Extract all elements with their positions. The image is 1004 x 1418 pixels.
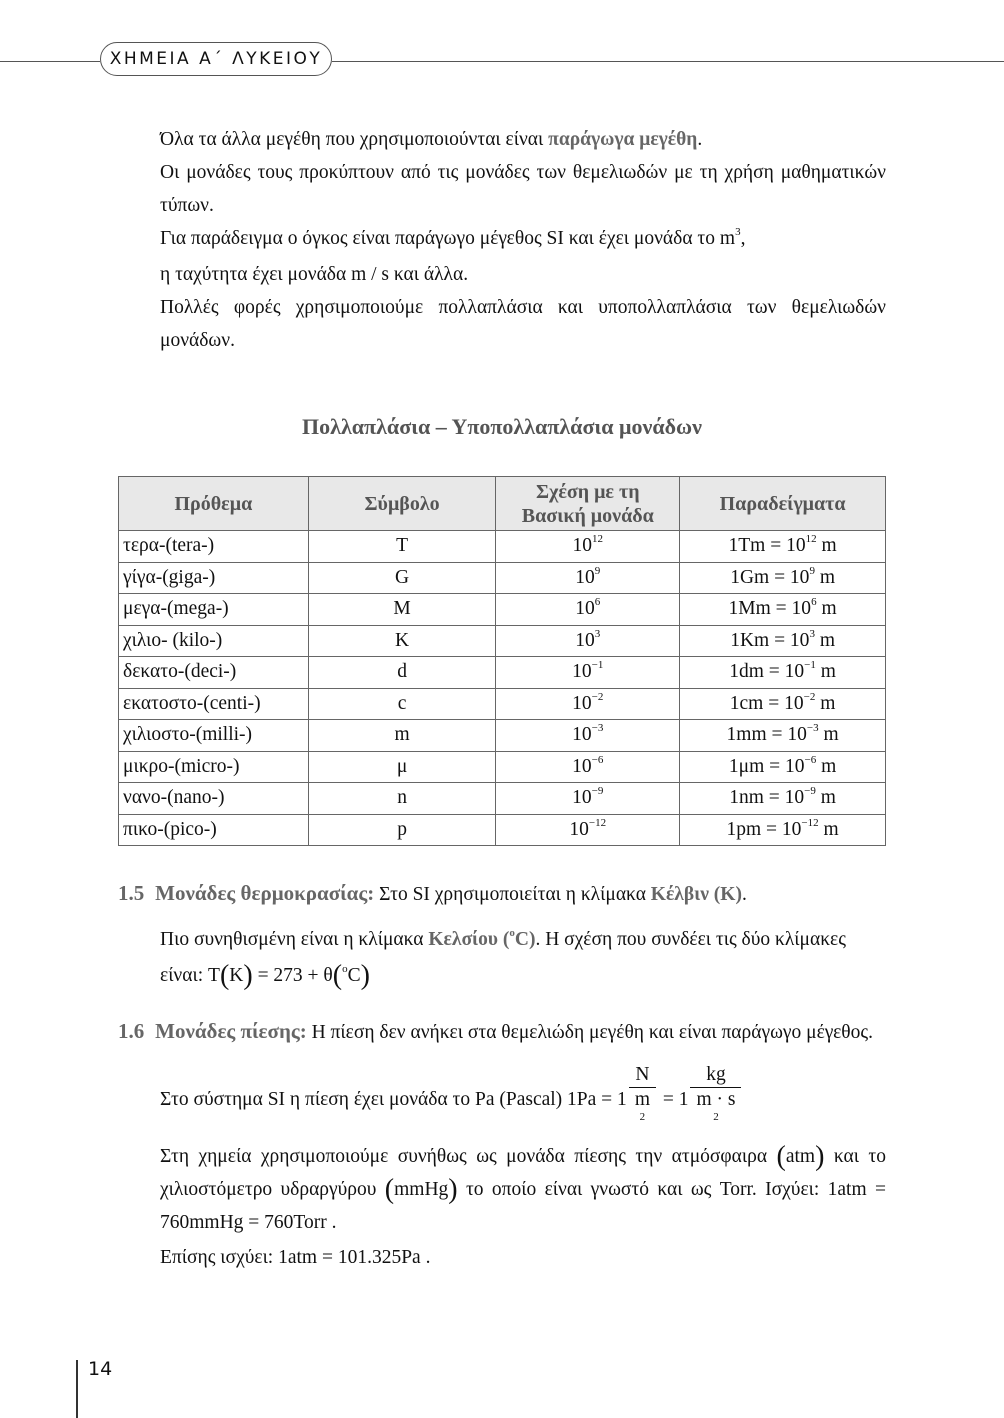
- example-cell: $1Mm = 10^6$ m: [680, 594, 886, 626]
- symbol-cell: T: [308, 531, 496, 563]
- example-cell: $1Tm = 10^{12}$ m: [680, 531, 886, 563]
- section-1-6: [118, 1015, 886, 1274]
- section-1-5-heading: 1.5 Μονάδες θερμοκρασίας: Στο SI χρησιμοποιείται η κλίμακα Κέλβιν (K).: [118, 881, 747, 905]
- example-cell: $1dm = 10^{-1}$ m: [680, 657, 886, 689]
- section-1-5-body: Πιο συνηθισμένη είναι η κλίμακα Κελσίου ($^o$C). Η σχέση που συνδέει τις δύο κλίμακες είναι: T(K) = 273 + θ($^o$C): [160, 927, 846, 991]
- table-row: [119, 625, 886, 657]
- relation-cell: $10^{-3}$: [496, 720, 680, 752]
- prefix-cell: εκατοστο-(centi-): [119, 688, 309, 720]
- prefix-cell: χιλιοστο-(milli-): [119, 720, 309, 752]
- section-1-6-heading: 1.6 Μονάδες πίεσης: Η πίεση δεν ανήκει στα θεμελιώδη μεγέθη και είναι παράγωγο μέγεθος.: [118, 1019, 873, 1043]
- example-cell: $1pm = 10^{-12}$ m: [680, 814, 886, 846]
- symbol-cell: c: [308, 688, 496, 720]
- example-cell: $1mm = 10^{-3}$ m: [680, 720, 886, 752]
- example-cell: $1Km = 10^3$ m: [680, 625, 886, 657]
- derived-quantities-term: παράγωγα μεγέθη: [548, 129, 698, 150]
- table-row: [119, 594, 886, 626]
- atm-mmhg-text: Στη χημεία χρησιμοποιούμε συνήθως ως μονάδα πίεσης την ατμόσφαιρα (atm) και το χιλιοστόμετρο υδραργύρου (mmHg) το οποίο είναι γνωστό και ως Torr. Ισχύει: 1atm = 760mmHg = 760Torr .: [160, 1141, 886, 1233]
- symbol-cell: μ: [308, 751, 496, 783]
- prefix-table: [118, 476, 886, 846]
- symbol-cell: n: [308, 783, 496, 815]
- prefix-cell: πικο-(pico-): [119, 814, 309, 846]
- symbol-cell: G: [308, 562, 496, 594]
- page-number: 14: [88, 1358, 113, 1380]
- relation-cell: $10^9$: [496, 562, 680, 594]
- symbol-cell: M: [308, 594, 496, 626]
- table-row: [119, 720, 886, 752]
- intro-p5: Πολλές φορές χρησιμοποιούμε πολλαπλάσια και υποπολλαπλάσια των θεμελιωδών μονάδων.: [160, 297, 886, 351]
- relation-cell: $10^6$: [496, 594, 680, 626]
- relation-cell: $10^{12}$: [496, 531, 680, 563]
- symbol-cell: m: [308, 720, 496, 752]
- intro-p2: Οι μονάδες τους προκύπτουν από τις μονάδες των θεμελιωδών με τη χρήση μαθηματικών τύπων.: [160, 162, 886, 216]
- symbol-cell: p: [308, 814, 496, 846]
- relation-cell: $10^{-6}$: [496, 751, 680, 783]
- example-cell: $1nm = 10^{-9}$ m: [680, 783, 886, 815]
- prefix-cell: μικρο-(micro-): [119, 751, 309, 783]
- table-header-row: [119, 477, 886, 531]
- prefix-cell: δεκατο-(deci-): [119, 657, 309, 689]
- intro-p1: Όλα τα άλλα μεγέθη που χρησιμοποιούνται είναι παράγωγα μεγέθη.: [160, 129, 703, 150]
- fraction-kg-per-ms2: kg m · s $^2$: [690, 1063, 741, 1138]
- example-cell: $1Gm = 10^9$ m: [680, 562, 886, 594]
- table-row: [119, 783, 886, 815]
- symbol-cell: K: [308, 625, 496, 657]
- page-number-bar: [76, 1360, 78, 1418]
- table-row: [119, 657, 886, 689]
- header-symbol: Σύμβολο: [308, 477, 496, 531]
- relation-cell: $10^{-12}$: [496, 814, 680, 846]
- table-row: [119, 814, 886, 846]
- intro-text: [160, 123, 886, 357]
- table-row: [119, 751, 886, 783]
- relation-cell: $10^3$: [496, 625, 680, 657]
- prefix-cell: νανο-(nano-): [119, 783, 309, 815]
- header-examples: Παραδείγματα: [680, 477, 886, 531]
- header-prefix: Πρόθεμα: [119, 477, 309, 531]
- header-rule-left: [0, 61, 100, 62]
- relation-cell: $10^{-2}$: [496, 688, 680, 720]
- prefix-cell: γίγα-(giga-): [119, 562, 309, 594]
- table-row: [119, 562, 886, 594]
- header-relation: Σχέση με τη Βασική μονάδα: [496, 477, 680, 531]
- header-rule-right: [332, 61, 1004, 62]
- pascal-definition: Στο σύστημα SI η πίεση έχει μονάδα το Pa (Pascal) 1Pa = 1 N m $^2$ = 1 kg m · s $^2$: [160, 1063, 886, 1138]
- fraction-n-per-m2: N m $^2$: [629, 1063, 656, 1138]
- table-title: Πολλαπλάσια – Υποπολλαπλάσια μονάδων: [302, 414, 702, 439]
- example-cell: $1cm = 10^{-2}$ m: [680, 688, 886, 720]
- table-row: [119, 688, 886, 720]
- atm-pascal-text: Επίσης ισχύει: 1atm = 101.325Pa .: [160, 1247, 431, 1268]
- prefix-cell: τερα-(tera-): [119, 531, 309, 563]
- relation-cell: $10^{-1}$: [496, 657, 680, 689]
- relation-cell: $10^{-9}$: [496, 783, 680, 815]
- temperature-formula: T(K) = 273 + θ($^o$C): [208, 960, 370, 991]
- symbol-cell: d: [308, 657, 496, 689]
- running-header: ΧΗΜΕΙΑ Α΄ ΛΥΚΕΙΟΥ: [100, 42, 332, 76]
- prefix-cell: χιλιο- (kilo-): [119, 625, 309, 657]
- intro-p4: η ταχύτητα έχει μονάδα m / s και άλλα.: [160, 264, 469, 285]
- prefix-cell: μεγα-(mega-): [119, 594, 309, 626]
- example-cell: $1\mu m = 10^{-6}$ m: [680, 751, 886, 783]
- intro-p3: Για παράδειγμα ο όγκος είναι παράγωγο μέγεθος SI και έχει μονάδα το $m^3$,: [160, 226, 746, 249]
- section-1-5: [118, 877, 886, 995]
- table-row: [119, 531, 886, 563]
